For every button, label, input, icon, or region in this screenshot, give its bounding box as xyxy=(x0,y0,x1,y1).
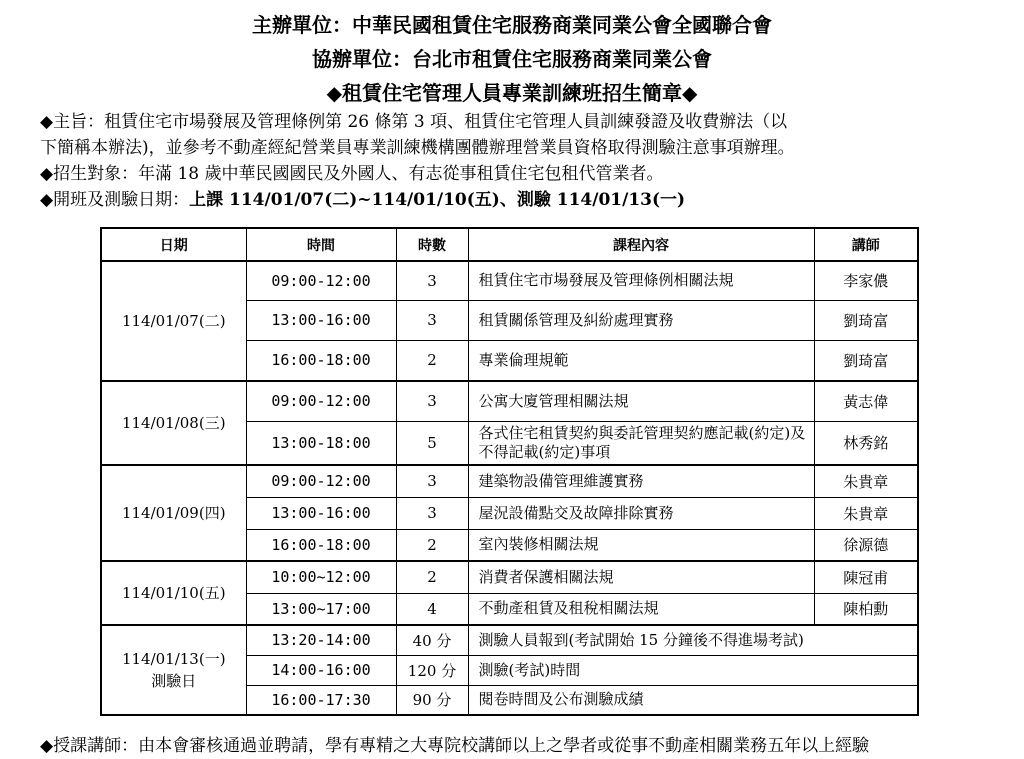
eligibility-line: ◆招生對象：年滿 18 歲中華民國國民及外國人、有志從事租賃住宅包租代管業者。 xyxy=(40,164,664,184)
co-organizer-line: 協辦單位：台北市租賃住宅服務商業同業公會 xyxy=(312,47,712,71)
time-cell: 13:00-16:00 xyxy=(246,300,396,340)
hours-cell: 90 分 xyxy=(396,685,468,715)
table-header-row xyxy=(101,228,918,261)
table-row xyxy=(101,625,918,655)
dates-value: 上課 114/01/07(二)~114/01/10(五)、測驗 114/01/13(一) xyxy=(189,190,686,210)
hours-cell: 40 分 xyxy=(396,625,468,655)
hours-cell: 5 xyxy=(396,421,468,465)
purpose-line-2: 下簡稱本辦法)，並參考不動產經紀營業員專業訓練機構團體辦理營業員資格取得測驗注意事項辦理。 xyxy=(40,138,795,158)
teacher-cell: 陳柏勳 xyxy=(814,593,918,625)
dates-line xyxy=(40,187,985,213)
course-cell: 公寓大廈管理相關法規 xyxy=(468,381,814,421)
course-cell: 消費者保護相關法規 xyxy=(468,561,814,593)
header-hours: 時數 xyxy=(396,228,468,261)
organizer-line: 主辦單位：中華民國租賃住宅服務商業同業公會全國聯合會 xyxy=(252,13,772,37)
course-cell: 測驗人員報到(考試開始 15 分鐘後不得進場考試) xyxy=(468,625,918,655)
header-teacher: 講師 xyxy=(814,228,918,261)
hours-cell: 3 xyxy=(396,381,468,421)
course-cell: 租賃關係管理及糾紛處理實務 xyxy=(468,300,814,340)
time-cell: 13:00-18:00 xyxy=(246,421,396,465)
date-cell: 114/01/10(五) xyxy=(101,561,246,625)
teacher-cell: 黃志偉 xyxy=(814,381,918,421)
header-date: 日期 xyxy=(101,228,246,261)
page-title: ◆租賃住宅管理人員專業訓練班招生簡章◆ xyxy=(326,81,698,105)
schedule-table xyxy=(100,227,919,716)
time-cell: 16:00-18:00 xyxy=(246,529,396,561)
date-cell: 114/01/09(四) xyxy=(101,465,246,561)
teacher-cell: 徐源德 xyxy=(814,529,918,561)
teacher-cell: 朱貴章 xyxy=(814,497,918,529)
course-cell: 建築物設備管理維護實務 xyxy=(468,465,814,497)
course-cell: 各式住宅租賃契約與委託管理契約應記載(約定)及不得記載(約定)事項 xyxy=(468,421,814,465)
teacher-cell: 朱貴章 xyxy=(814,465,918,497)
hours-cell: 120 分 xyxy=(396,655,468,685)
hours-cell: 4 xyxy=(396,593,468,625)
hours-cell: 3 xyxy=(396,465,468,497)
exam-day-note: 測驗日 xyxy=(151,672,197,690)
teacher-cell: 劉琦富 xyxy=(814,340,918,381)
header-time: 時間 xyxy=(246,228,396,261)
header-course: 課程內容 xyxy=(468,228,814,261)
table-row xyxy=(101,381,918,421)
hours-cell: 2 xyxy=(396,340,468,381)
instructors-line: ◆授課講師：由本會審核通過並聘請，學有專精之大專院校講師以上之學者或從事不動產相關業務五年以上經驗 xyxy=(40,736,870,756)
time-cell: 10:00~12:00 xyxy=(246,561,396,593)
time-cell: 16:00-17:30 xyxy=(246,685,396,715)
table-row xyxy=(101,465,918,497)
time-cell: 16:00-18:00 xyxy=(246,340,396,381)
time-cell: 09:00-12:00 xyxy=(246,465,396,497)
dates-label: ◆開班及測驗日期： xyxy=(40,190,190,210)
time-cell: 09:00-12:00 xyxy=(246,261,396,300)
date-cell: 114/01/08(三) xyxy=(101,381,246,465)
hours-cell: 2 xyxy=(396,561,468,593)
table-row xyxy=(101,261,918,300)
course-cell: 租賃住宅市場發展及管理條例相關法規 xyxy=(468,261,814,300)
purpose-line-1: ◆主旨：租賃住宅市場發展及管理條例第 26 條第 3 項、租賃住宅管理人員訓練發證及收費辦法（以 xyxy=(40,112,788,132)
course-cell: 測驗(考試)時間 xyxy=(468,655,918,685)
course-cell: 屋況設備點交及故障排除實務 xyxy=(468,497,814,529)
time-cell: 13:00~17:00 xyxy=(246,593,396,625)
hours-cell: 3 xyxy=(396,300,468,340)
exam-date: 114/01/13(一) xyxy=(121,650,226,668)
course-cell: 室內裝修相關法規 xyxy=(468,529,814,561)
time-cell: 09:00-12:00 xyxy=(246,381,396,421)
table-row xyxy=(101,561,918,593)
teacher-cell: 李家儂 xyxy=(814,261,918,300)
teacher-cell: 劉琦富 xyxy=(814,300,918,340)
teacher-cell: 陳冠甫 xyxy=(814,561,918,593)
time-cell: 13:20-14:00 xyxy=(246,625,396,655)
time-cell: 13:00-16:00 xyxy=(246,497,396,529)
time-cell: 14:00-16:00 xyxy=(246,655,396,685)
teacher-cell: 林秀銘 xyxy=(814,421,918,465)
hours-cell: 3 xyxy=(396,261,468,300)
course-cell: 閱卷時間及公布測驗成績 xyxy=(468,685,918,715)
hours-cell: 3 xyxy=(396,497,468,529)
hours-cell: 2 xyxy=(396,529,468,561)
date-cell xyxy=(101,625,246,715)
date-cell: 114/01/07(二) xyxy=(101,261,246,381)
course-cell: 專業倫理規範 xyxy=(468,340,814,381)
course-cell: 不動產租賃及租稅相關法規 xyxy=(468,593,814,625)
